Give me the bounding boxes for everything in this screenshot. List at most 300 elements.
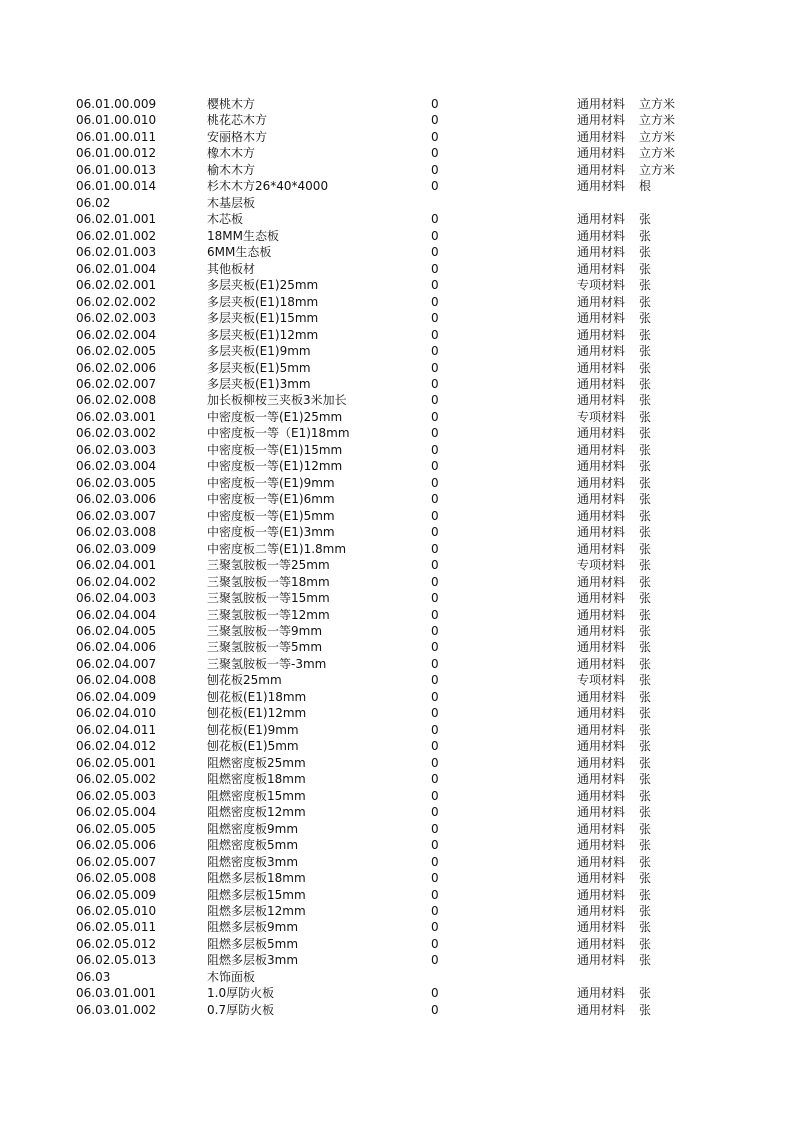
list-item: [0, 392, 793, 408]
item-name: 三聚氢胺板一等9mm: [207, 624, 323, 638]
item-quantity: 0: [431, 624, 439, 638]
item-category: 通用材料: [577, 838, 626, 853]
item-unit: 张: [639, 722, 652, 737]
item-unit: 张: [639, 953, 652, 968]
item-quantity: 0: [431, 212, 439, 227]
item-name: 中密度板一等(E1)3mm: [207, 525, 335, 540]
item-quantity: 0: [431, 245, 439, 260]
item-quantity: 0: [431, 162, 439, 177]
item-unit: 立方米: [639, 129, 676, 144]
item-category: 通用材料: [577, 146, 626, 161]
item-quantity: 0: [431, 113, 439, 128]
item-name: 多层夹板(E1)5mm: [207, 360, 311, 375]
item-code: 06.01.00.010: [76, 113, 157, 128]
list-item: [0, 738, 793, 754]
item-quantity: 0: [431, 986, 439, 1001]
item-unit: 张: [639, 920, 652, 935]
item-unit: 张: [639, 936, 652, 951]
item-quantity: 0: [431, 360, 439, 375]
item-unit: 张: [639, 574, 652, 589]
item-quantity: 0: [431, 541, 439, 556]
item-category: 通用材料: [577, 607, 626, 622]
item-category: 通用材料: [577, 475, 626, 490]
item-code: 06.01.00.014: [76, 179, 157, 194]
list-item: [0, 458, 793, 474]
item-name: 中密度板一等(E1)25mm: [207, 409, 343, 424]
item-code: 06.02.04.006: [76, 640, 157, 655]
item-code: 06.02.04.002: [76, 574, 157, 589]
item-name: 阻燃多层板9mm: [207, 920, 299, 935]
item-code: 06.02.04.003: [76, 591, 157, 606]
item-unit: 张: [639, 541, 652, 556]
list-item: [0, 442, 793, 458]
item-code: 06.02.03.007: [76, 508, 157, 523]
item-code: 06.02.04.009: [76, 689, 157, 704]
item-category: 通用材料: [577, 772, 626, 787]
item-category: 通用材料: [577, 113, 626, 128]
item-name: 其他板材: [207, 261, 256, 276]
item-unit: 张: [639, 228, 652, 243]
list-item: [0, 360, 793, 376]
item-code: 06.02.02.004: [76, 327, 157, 342]
item-code: 06.03.01.001: [76, 986, 157, 1001]
item-code: 06.02.05.002: [76, 772, 157, 787]
item-code: 06.02.04.010: [76, 706, 157, 721]
list-item: [0, 211, 793, 227]
item-code: 06.02.05.004: [76, 805, 157, 820]
item-quantity: 0: [431, 903, 439, 918]
item-name: 木芯板: [207, 212, 244, 227]
item-category: 通用材料: [577, 739, 626, 754]
item-unit: 张: [639, 327, 652, 342]
item-code: 06.02.02.007: [76, 376, 157, 391]
item-name: 多层夹板(E1)9mm: [207, 344, 311, 359]
list-item: [0, 96, 793, 112]
item-name: 多层夹板(E1)3mm: [207, 376, 311, 391]
item-category: 通用材料: [577, 689, 626, 704]
list-item: [0, 327, 793, 343]
list-item: [0, 228, 793, 244]
item-code: 06.02.04.012: [76, 739, 157, 754]
item-unit: 张: [639, 212, 652, 227]
item-category: 通用材料: [577, 640, 626, 655]
item-unit: 张: [639, 607, 652, 622]
item-code: 06.02.05.008: [76, 871, 157, 886]
list-item: [0, 541, 793, 557]
item-unit: 张: [639, 558, 652, 573]
list-item: [0, 112, 793, 128]
item-category: 专项材料: [577, 409, 626, 424]
list-item: [0, 887, 793, 903]
list-item: [0, 162, 793, 178]
item-category: 专项材料: [577, 673, 626, 688]
item-quantity: 0: [431, 426, 439, 441]
item-quantity: 0: [431, 722, 439, 737]
item-unit: 张: [639, 673, 652, 688]
item-name: 三聚氢胺板一等-3mm: [207, 656, 327, 671]
item-category: 通用材料: [577, 459, 626, 474]
list-item: [0, 590, 793, 606]
item-name: 阻燃密度板12mm: [207, 805, 306, 820]
list-item: [0, 952, 793, 968]
item-quantity: 0: [431, 409, 439, 424]
item-unit: 张: [639, 1002, 652, 1017]
item-category: 专项材料: [577, 278, 626, 293]
material-list: [0, 96, 793, 1018]
item-code: 06.02.02.006: [76, 360, 157, 375]
item-quantity: 0: [431, 788, 439, 803]
item-name: 阻燃多层板12mm: [207, 903, 306, 918]
item-name: 中密度板一等(E1)15mm: [207, 442, 343, 457]
item-code: 06.02.05.001: [76, 755, 157, 770]
item-name: 桃花芯木方: [207, 113, 268, 128]
item-quantity: 0: [431, 656, 439, 671]
item-name: 18MM生态板: [207, 228, 279, 243]
item-name: 三聚氢胺板一等18mm: [207, 574, 330, 589]
item-code: 06.02.03.001: [76, 409, 157, 424]
item-name: 刨花板(E1)9mm: [207, 722, 299, 737]
list-item: [0, 821, 793, 837]
item-category: 通用材料: [577, 162, 626, 177]
item-name: 榆木木方: [207, 162, 256, 177]
item-unit: 张: [639, 656, 652, 671]
item-unit: 张: [639, 739, 652, 754]
item-category: 通用材料: [577, 508, 626, 523]
item-code: 06.02.04.004: [76, 607, 157, 622]
list-item: [0, 557, 793, 573]
item-category: 通用材料: [577, 953, 626, 968]
item-code: 06.02.02.005: [76, 344, 157, 359]
item-name: 加长板柳桉三夹板3米加长: [207, 393, 347, 408]
item-quantity: 0: [431, 179, 439, 194]
list-item: [0, 804, 793, 820]
item-name: 中密度板二等(E1)1.8mm: [207, 541, 347, 556]
item-name: 樱桃木方: [207, 97, 256, 111]
item-name: 0.7厚防火板: [207, 1002, 275, 1017]
item-unit: 张: [639, 376, 652, 391]
item-unit: 张: [639, 887, 652, 902]
item-code: 06.02.01.002: [76, 228, 157, 243]
item-name: 多层夹板(E1)15mm: [207, 311, 319, 326]
item-quantity: 0: [431, 475, 439, 490]
item-category: 通用材料: [577, 706, 626, 721]
item-unit: 张: [639, 871, 652, 886]
item-unit: 张: [639, 344, 652, 359]
item-code: 06.01.00.012: [76, 146, 157, 161]
item-category: 通用材料: [577, 376, 626, 391]
item-quantity: 0: [431, 344, 439, 359]
item-category: 通用材料: [577, 871, 626, 886]
item-unit: 张: [639, 624, 652, 638]
item-quantity: 0: [431, 591, 439, 606]
list-item: [0, 672, 793, 688]
item-category: 通用材料: [577, 821, 626, 836]
list-item: [0, 870, 793, 886]
item-category: 通用材料: [577, 541, 626, 556]
item-category: 通用材料: [577, 755, 626, 770]
item-category: 通用材料: [577, 97, 626, 111]
item-quantity: 0: [431, 129, 439, 144]
item-code: 06.02.01.001: [76, 212, 157, 227]
item-unit: 张: [639, 311, 652, 326]
item-code: 06.02.02.002: [76, 294, 157, 309]
item-code: 06.02: [76, 195, 111, 210]
item-unit: 张: [639, 409, 652, 424]
item-unit: 张: [639, 245, 652, 260]
item-name: 阻燃多层板5mm: [207, 936, 299, 951]
item-category: 通用材料: [577, 887, 626, 902]
item-name: 安丽格木方: [207, 129, 268, 144]
item-code: 06.03: [76, 969, 111, 984]
item-category: 通用材料: [577, 986, 626, 1001]
item-quantity: 0: [431, 1002, 439, 1017]
item-unit: 张: [639, 788, 652, 803]
item-quantity: 0: [431, 887, 439, 902]
item-unit: 张: [639, 278, 652, 293]
list-item: [0, 277, 793, 293]
item-name: 多层夹板(E1)12mm: [207, 327, 319, 342]
item-quantity: 0: [431, 821, 439, 836]
item-code: 06.02.05.009: [76, 887, 157, 902]
list-item: [0, 178, 793, 194]
list-item: [0, 574, 793, 590]
item-name: 阻燃密度板5mm: [207, 838, 299, 853]
item-unit: 立方米: [639, 97, 676, 111]
item-quantity: 0: [431, 508, 439, 523]
item-name: 阻燃多层板3mm: [207, 953, 299, 968]
item-code: 06.01.00.009: [76, 97, 157, 111]
item-category: 通用材料: [577, 920, 626, 935]
item-code: 06.02.05.006: [76, 838, 157, 853]
item-code: 06.02.03.006: [76, 492, 157, 507]
item-category: 通用材料: [577, 228, 626, 243]
item-category: 通用材料: [577, 360, 626, 375]
item-name: 阻燃密度板3mm: [207, 854, 299, 869]
item-name: 刨花板25mm: [207, 673, 282, 688]
item-quantity: 0: [431, 953, 439, 968]
item-code: 06.02.02.008: [76, 393, 157, 408]
item-quantity: 0: [431, 442, 439, 457]
item-quantity: 0: [431, 673, 439, 688]
list-item: [0, 854, 793, 870]
item-category: 通用材料: [577, 1002, 626, 1017]
list-item: [0, 508, 793, 524]
list-item: [0, 903, 793, 919]
item-unit: 张: [639, 986, 652, 1001]
item-quantity: 0: [431, 920, 439, 935]
list-item: [0, 524, 793, 540]
item-category: 通用材料: [577, 261, 626, 276]
item-name: 橡木木方: [207, 146, 256, 161]
item-code: 06.02.04.011: [76, 722, 157, 737]
item-code: 06.03.01.002: [76, 1002, 157, 1017]
item-code: 06.02.02.003: [76, 311, 157, 326]
item-name: 多层夹板(E1)25mm: [207, 278, 319, 293]
item-category: 通用材料: [577, 492, 626, 507]
item-unit: 张: [639, 821, 652, 836]
item-unit: 张: [639, 903, 652, 918]
item-quantity: 0: [431, 525, 439, 540]
item-unit: 张: [639, 508, 652, 523]
list-item: [0, 195, 793, 211]
item-code: 06.01.00.013: [76, 162, 157, 177]
item-unit: 张: [639, 706, 652, 721]
list-item: [0, 425, 793, 441]
item-quantity: 0: [431, 772, 439, 787]
item-name: 中密度板一等(E1)12mm: [207, 459, 343, 474]
item-category: 通用材料: [577, 525, 626, 540]
item-category: 通用材料: [577, 245, 626, 260]
item-unit: 立方米: [639, 146, 676, 161]
list-item: [0, 129, 793, 145]
item-category: 通用材料: [577, 624, 626, 638]
item-unit: 张: [639, 294, 652, 309]
list-item: [0, 755, 793, 771]
item-category: 通用材料: [577, 591, 626, 606]
item-unit: 立方米: [639, 162, 676, 177]
item-name: 三聚氢胺板一等15mm: [207, 591, 330, 606]
list-item: [0, 475, 793, 491]
item-unit: 张: [639, 475, 652, 490]
item-quantity: 0: [431, 854, 439, 869]
item-category: 通用材料: [577, 442, 626, 457]
item-category: 通用材料: [577, 788, 626, 803]
list-item: [0, 985, 793, 1001]
item-name: 中密度板一等(E1)6mm: [207, 492, 335, 507]
item-category: 专项材料: [577, 558, 626, 573]
item-code: 06.02.03.004: [76, 459, 157, 474]
item-category: 通用材料: [577, 854, 626, 869]
item-quantity: 0: [431, 261, 439, 276]
list-item: [0, 491, 793, 507]
item-quantity: 0: [431, 755, 439, 770]
item-unit: 张: [639, 525, 652, 540]
item-code: 06.02.05.011: [76, 920, 157, 935]
list-item: [0, 837, 793, 853]
item-code: 06.02.03.009: [76, 541, 157, 556]
item-quantity: 0: [431, 689, 439, 704]
list-item: [0, 244, 793, 260]
item-name: 阻燃多层板18mm: [207, 871, 306, 886]
item-category: 通用材料: [577, 294, 626, 309]
item-name: 阻燃多层板15mm: [207, 887, 306, 902]
item-category: 通用材料: [577, 344, 626, 359]
list-item: [0, 656, 793, 672]
item-name: 三聚氢胺板一等12mm: [207, 607, 330, 622]
list-item: [0, 294, 793, 310]
item-code: 06.02.04.005: [76, 624, 157, 638]
item-name: 刨花板(E1)12mm: [207, 706, 307, 721]
item-code: 06.02.05.005: [76, 821, 157, 836]
item-unit: 张: [639, 838, 652, 853]
item-quantity: 0: [431, 97, 439, 111]
item-code: 06.02.02.001: [76, 278, 157, 293]
item-category: 通用材料: [577, 656, 626, 671]
item-name: 刨花板(E1)5mm: [207, 739, 299, 754]
item-code: 06.02.03.003: [76, 442, 157, 457]
item-unit: 张: [639, 360, 652, 375]
item-quantity: 0: [431, 574, 439, 589]
item-unit: 根: [639, 179, 652, 194]
item-unit: 张: [639, 755, 652, 770]
item-code: 06.02.03.005: [76, 475, 157, 490]
item-category: 通用材料: [577, 393, 626, 408]
item-name: 阻燃密度板25mm: [207, 755, 306, 770]
item-code: 06.02.05.003: [76, 788, 157, 803]
item-quantity: 0: [431, 838, 439, 853]
list-item: [0, 936, 793, 952]
item-code: 06.01.00.011: [76, 129, 157, 144]
item-name: 三聚氢胺板一等5mm: [207, 640, 323, 655]
item-quantity: 0: [431, 706, 439, 721]
item-unit: 张: [639, 442, 652, 457]
list-item: [0, 261, 793, 277]
item-quantity: 0: [431, 311, 439, 326]
item-code: 06.02.01.004: [76, 261, 157, 276]
item-unit: 张: [639, 772, 652, 787]
list-item: [0, 623, 793, 639]
item-code: 06.02.05.007: [76, 854, 157, 869]
item-unit: 张: [639, 854, 652, 869]
item-unit: 立方米: [639, 113, 676, 128]
item-quantity: 0: [431, 278, 439, 293]
item-name: 阻燃密度板9mm: [207, 821, 299, 836]
item-category: 通用材料: [577, 311, 626, 326]
item-quantity: 0: [431, 805, 439, 820]
item-category: 通用材料: [577, 212, 626, 227]
item-category: 通用材料: [577, 903, 626, 918]
item-name: 中密度板一等(E1)5mm: [207, 508, 335, 523]
list-item: [0, 310, 793, 326]
list-item: [0, 607, 793, 623]
item-unit: 张: [639, 426, 652, 441]
list-item: [0, 376, 793, 392]
list-item: [0, 1002, 793, 1018]
list-item: [0, 689, 793, 705]
item-category: 通用材料: [577, 936, 626, 951]
item-code: 06.02.03.008: [76, 525, 157, 540]
item-quantity: 0: [431, 936, 439, 951]
item-name: 中密度板一等（E1)18mm: [207, 426, 350, 441]
item-unit: 张: [639, 805, 652, 820]
item-name: 木饰面板: [207, 969, 256, 984]
list-item: [0, 705, 793, 721]
item-quantity: 0: [431, 228, 439, 243]
item-name: 刨花板(E1)18mm: [207, 689, 307, 704]
item-unit: 张: [639, 261, 652, 276]
item-code: 06.02.01.003: [76, 245, 157, 260]
list-item: [0, 722, 793, 738]
item-category: 通用材料: [577, 426, 626, 441]
list-item: [0, 771, 793, 787]
item-name: 木基层板: [207, 195, 256, 210]
item-name: 阻燃密度板15mm: [207, 788, 306, 803]
item-quantity: 0: [431, 558, 439, 573]
item-category: 通用材料: [577, 129, 626, 144]
item-quantity: 0: [431, 492, 439, 507]
item-quantity: 0: [431, 607, 439, 622]
item-unit: 张: [639, 393, 652, 408]
item-code: 06.02.04.008: [76, 673, 157, 688]
item-code: 06.02.03.002: [76, 426, 157, 441]
list-item: [0, 919, 793, 935]
item-category: 通用材料: [577, 805, 626, 820]
item-category: 通用材料: [577, 722, 626, 737]
item-quantity: 0: [431, 640, 439, 655]
item-name: 杉木木方26*40*4000: [207, 179, 329, 194]
item-unit: 张: [639, 689, 652, 704]
item-quantity: 0: [431, 294, 439, 309]
